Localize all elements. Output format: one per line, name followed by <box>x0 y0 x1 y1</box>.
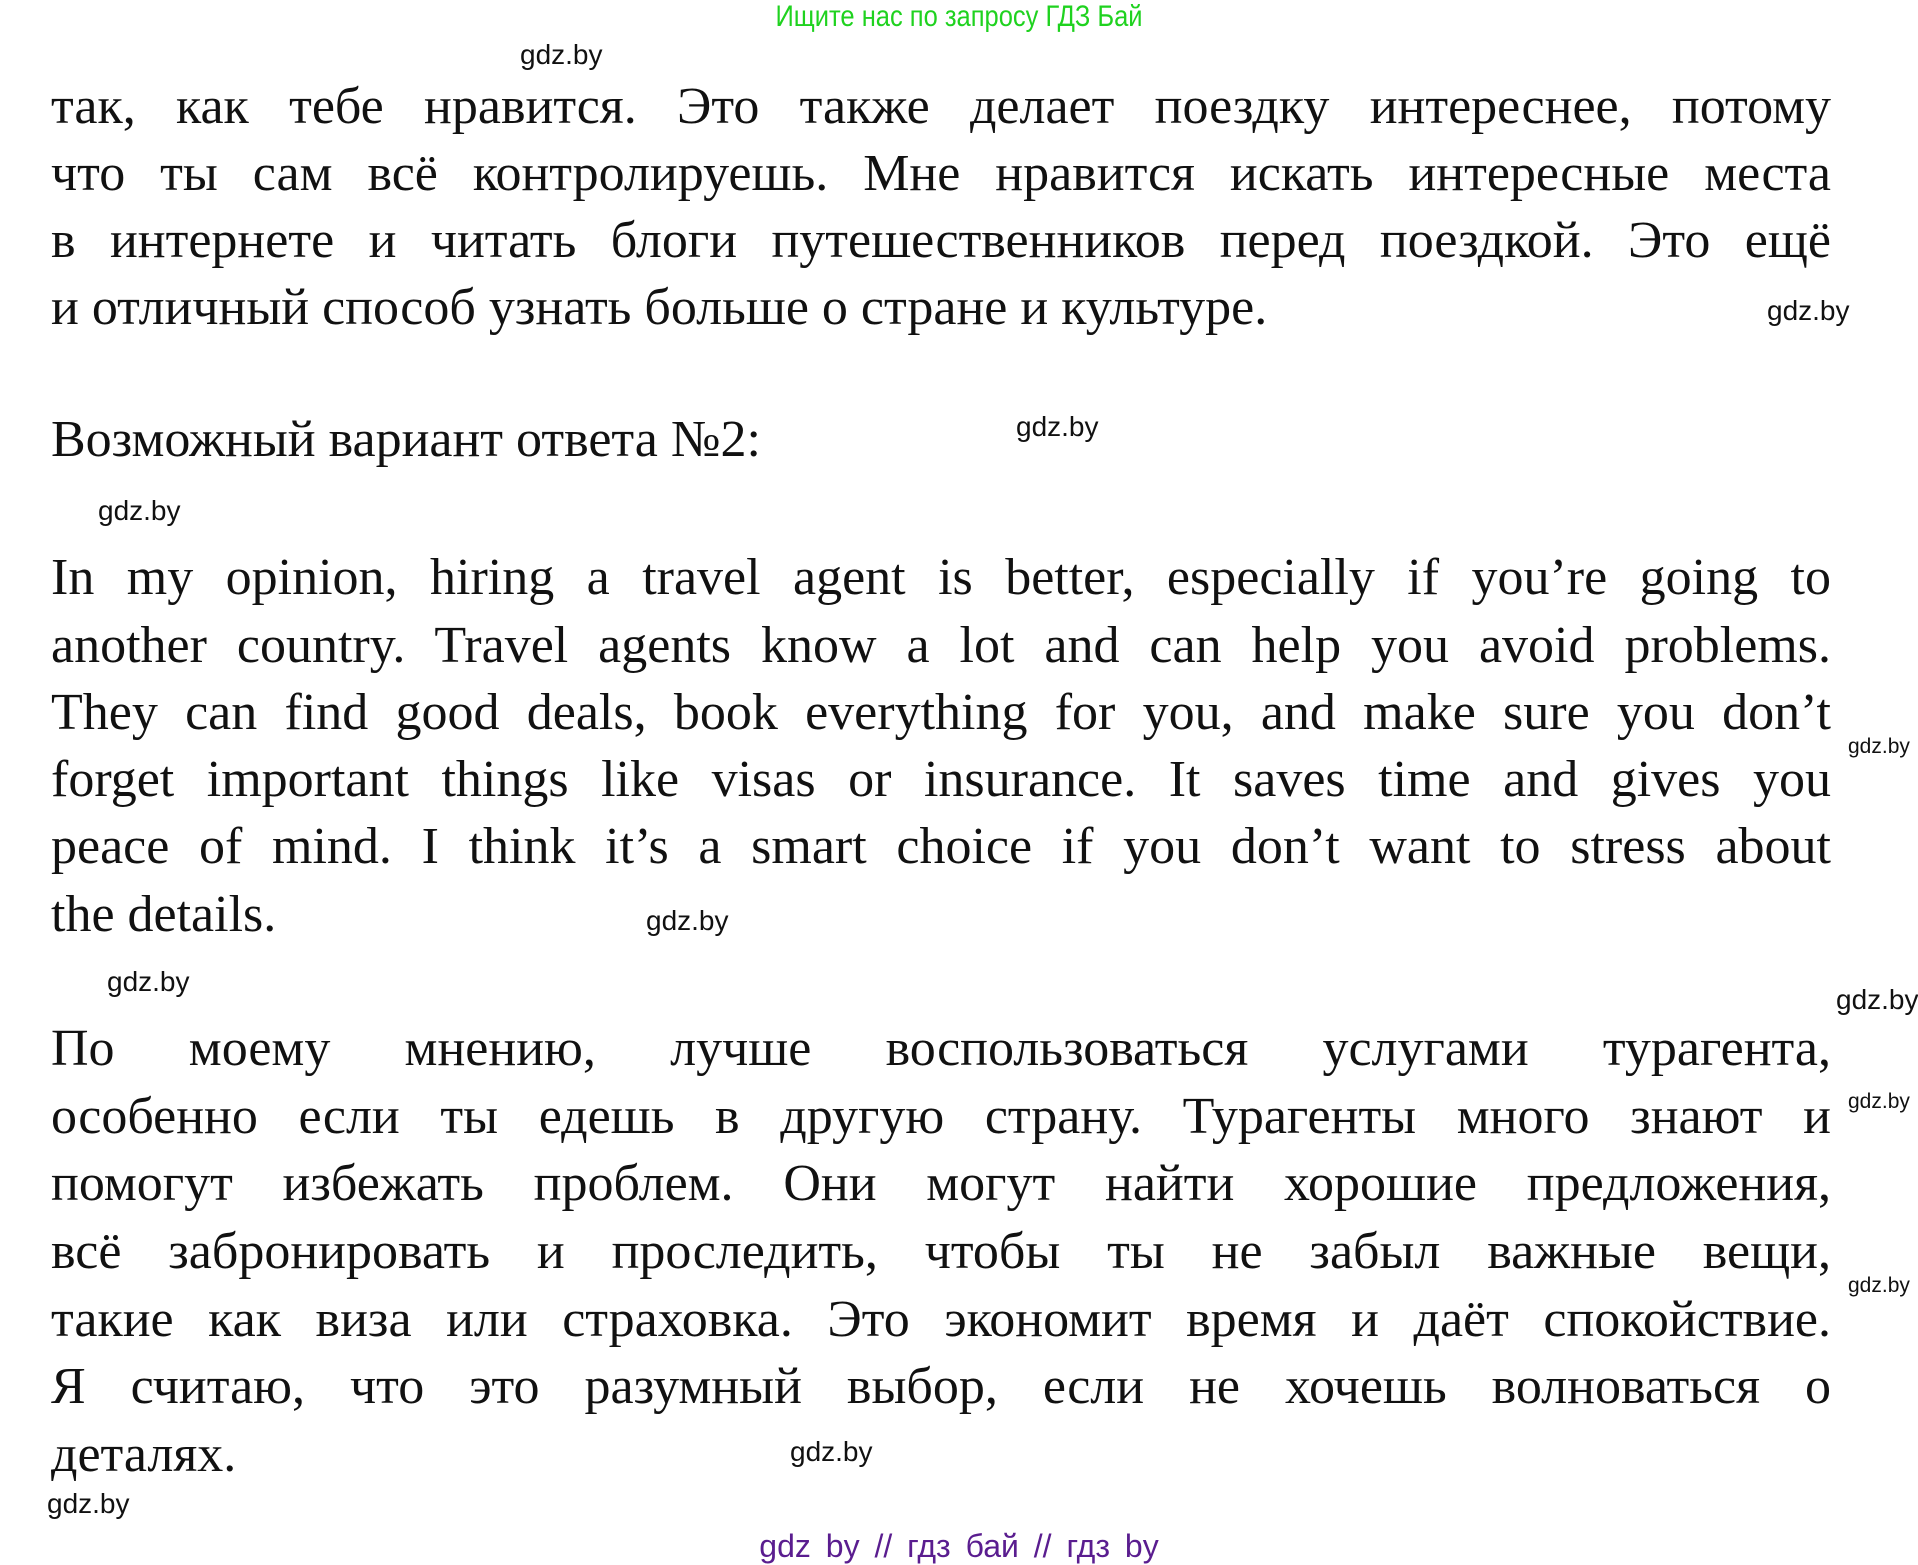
watermark: gdz.by <box>107 966 190 997</box>
watermark: gdz.by <box>520 39 603 70</box>
text-line: что ты сам всё контролируешь. Мне нравится искать интересные места <box>51 145 1831 202</box>
text-line: another country. Travel agents know a lot and can help you avoid problems. <box>51 617 1831 674</box>
text-line: так, как тебе нравится. Это также делает поездку интереснее, потому <box>51 78 1831 135</box>
text-line: По моему мнению, лучше воспользоваться услугами турагента, <box>51 1020 1831 1077</box>
text-line: такие как виза или страховка. Это экономит время и даёт спокойствие. <box>51 1291 1831 1348</box>
text-line: особенно если ты едешь в другую страну. Турагенты много знают и <box>51 1088 1831 1145</box>
text-line: всё забронировать и проследить, чтобы ты не забыл важные вещи, <box>51 1223 1831 1280</box>
watermark: gdz.by <box>1016 411 1099 442</box>
text-line: и отличный способ узнать больше о стране и культуре. <box>51 279 1268 336</box>
search-banner: Ищите нас по запросу ГДЗ Бай <box>775 0 1143 33</box>
watermark: gdz.by <box>1848 1090 1910 1113</box>
watermark: gdz.by <box>47 1488 130 1519</box>
answer-heading: Возможный вариант ответа №2: <box>51 411 761 468</box>
text-line: forget important things like visas or insurance. It saves time and gives you <box>51 751 1831 808</box>
text-line: в интернете и читать блоги путешественников перед поездкой. Это ещё <box>51 212 1831 269</box>
footer-links: gdz by // гдз бай // гдз by <box>759 1528 1159 1564</box>
watermark: gdz.by <box>1836 984 1918 1015</box>
text-line: деталях. <box>51 1426 237 1483</box>
watermark: gdz.by <box>98 495 181 526</box>
text-line: помогут избежать проблем. Они могут найти хорошие предложения, <box>51 1155 1831 1212</box>
watermark: gdz.by <box>646 905 729 936</box>
text-line: the details. <box>51 886 277 943</box>
watermark: gdz.by <box>1848 735 1910 758</box>
watermark: gdz.by <box>790 1436 873 1467</box>
text-line: They can find good deals, book everything for you, and make sure you don’t <box>51 684 1831 741</box>
text-line: peace of mind. I think it’s a smart choice if you don’t want to stress about <box>51 818 1831 875</box>
watermark: gdz.by <box>1767 295 1850 326</box>
watermark: gdz.by <box>1848 1274 1910 1297</box>
text-line: In my opinion, hiring a travel agent is better, especially if you’re going to <box>51 549 1831 606</box>
text-line: Я считаю, что это разумный выбор, если не хочешь волноваться о <box>51 1358 1831 1415</box>
